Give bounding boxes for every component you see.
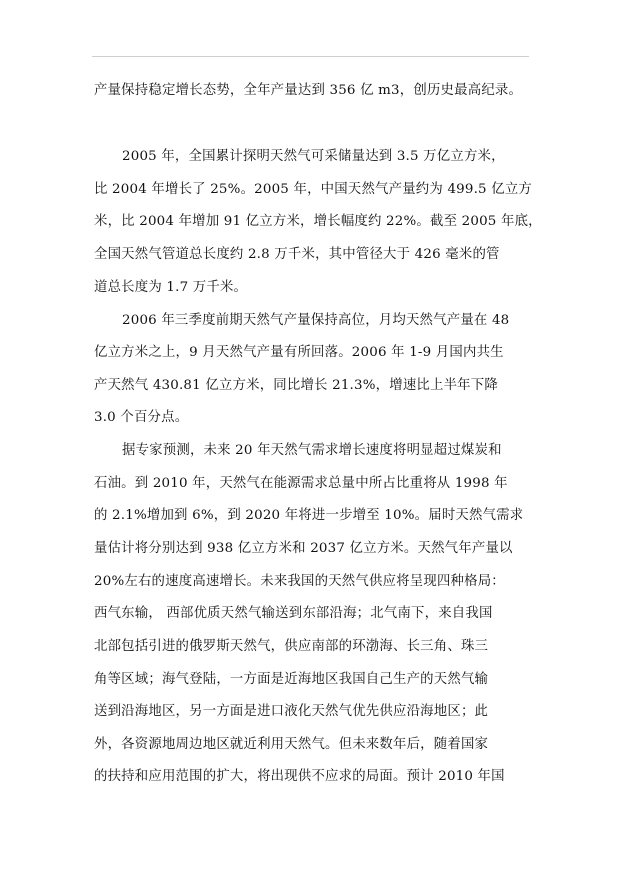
text-line-15: 20%左右的速度高速增长。未来我国的天然气供应将呈现四种格局： (94, 574, 505, 589)
text-line-8: 亿立方米之上，9 月天然气产量有所回落。2006 年 1-9 月国内共生 (94, 345, 504, 360)
text-line-1: 产量保持稳定增长态势，全年产量达到 356 亿 m3，创历史最高纪录。 (94, 83, 523, 98)
text-line-9: 产天然气 430.81 亿立方米，同比增长 21.3%，增速比上半年下降 (94, 378, 498, 393)
text-line-17: 北部包括引进的俄罗斯天然气，供应南部的环渤海、长三角、珠三 (94, 639, 489, 654)
text-line-4: 米，比 2004 年增加 91 亿立方米，增长幅度约 22%。截至 2005 年底， (94, 214, 542, 229)
text-line-19: 送到沿海地区，另一方面是进口液化天然气优先供应沿海地区；此 (94, 704, 489, 719)
text-line-5: 全国天然气管道总长度约 2.8 万千米，其中管径大于 426 毫米的管 (94, 247, 500, 262)
text-line-7: 2006 年三季度前期天然气产量保持高位，月均天然气产量在 48 (122, 313, 510, 328)
text-line-20: 外，各资源地周边地区就近利用天然气。但未来数年后，随着国家 (94, 737, 489, 752)
header-rule (92, 56, 529, 57)
text-line-14: 量估计将分别达到 938 亿立方米和 2037 亿立方米。天然气年产量以 (94, 541, 513, 556)
text-line-21: 的扶持和应用范围的扩大，将出现供不应求的局面。预计 2010 年国 (94, 769, 505, 784)
text-line-12: 石油。到 2010 年，天然气在能源需求总量中所占比重将从 1998 年 (94, 476, 508, 491)
text-line-18: 角等区域；海气登陆，一方面是近海地区我国自己生产的天然气输 (94, 672, 489, 687)
text-line-13: 的 2.1%增加到 6%，到 2020 年将进一步增至 10%。届时天然气需求 (94, 508, 524, 523)
text-line-10: 3.0 个百分点。 (94, 410, 189, 425)
text-line-6: 道总长度为 1.7 万千米。 (94, 280, 248, 295)
text-line-16: 西气东输， 西部优质天然气输送到东部沿海；北气南下，来自我国 (94, 606, 493, 621)
text-line-11: 据专家预测，未来 20 年天然气需求增长速度将明显超过煤炭和 (122, 443, 502, 458)
text-line-3: 比 2004 年增长了 25%。2005 年，中国天然气产量约为 499.5 亿立方 (94, 182, 533, 197)
text-line-2: 2005 年，全国累计探明天然气可采储量达到 3.5 万亿立方米， (122, 149, 505, 164)
